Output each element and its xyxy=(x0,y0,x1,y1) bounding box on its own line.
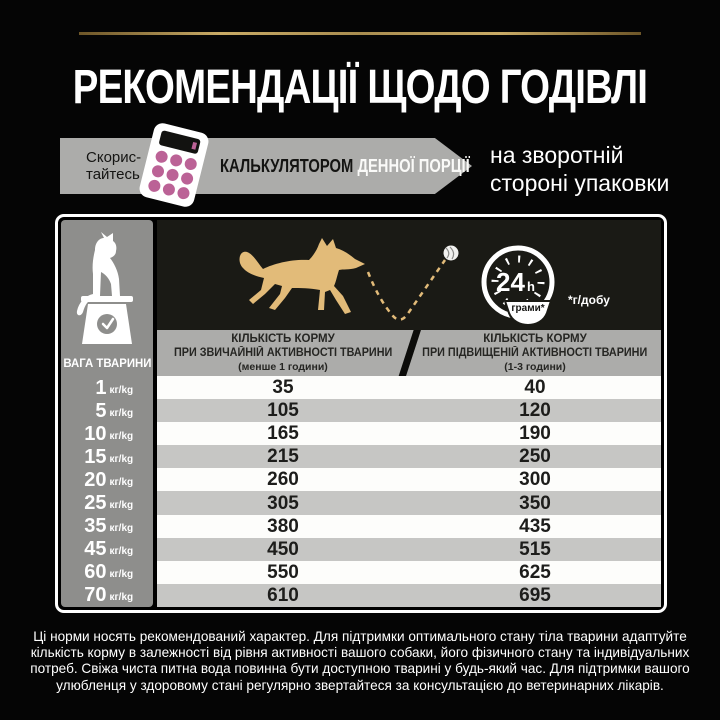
weight-column xyxy=(61,220,153,607)
table-row xyxy=(157,422,661,445)
header-line3: (менше 1 години) xyxy=(238,360,328,373)
gold-divider-line xyxy=(79,32,641,35)
weight-unit: кг/kg xyxy=(109,453,134,465)
weight-unit: кг/kg xyxy=(109,407,134,419)
weight-row xyxy=(61,422,153,445)
activity-illustration-panel xyxy=(157,220,661,330)
clock-value: 24 xyxy=(496,267,525,297)
weight-value: 5 xyxy=(95,399,107,422)
weight-value: 20 xyxy=(84,468,107,491)
cell-high-activity: 190 xyxy=(519,423,551,445)
cell-high-activity: 250 xyxy=(519,446,551,468)
table-row xyxy=(157,376,661,399)
weight-value: 15 xyxy=(84,445,107,468)
weight-unit: кг/kg xyxy=(109,546,134,558)
weight-row xyxy=(61,515,153,538)
cell-high-activity: 435 xyxy=(519,515,551,537)
weight-value: 25 xyxy=(84,492,107,515)
header-line2: ПРИ ЗВИЧАЙНІЙ АКТИВНОСТІ ТВАРИНИ xyxy=(173,347,393,360)
weight-header-text: ВАГА ТВАРИНИ xyxy=(63,356,152,370)
cell-high-activity: 120 xyxy=(519,400,551,422)
cell-high-activity: 350 xyxy=(519,492,551,514)
cell-normal-activity: 550 xyxy=(267,561,299,583)
table-row xyxy=(157,399,661,422)
cell-high-activity: 40 xyxy=(524,377,546,399)
table-row xyxy=(157,538,661,561)
weight-unit: кг/kg xyxy=(109,592,134,604)
footnote-line: Ці норми носять рекомендований характер. Для підтримки оптимального стану тіла тварини адаптуйте xyxy=(33,629,687,644)
weight-value: 35 xyxy=(84,515,107,538)
table-row xyxy=(157,445,661,468)
feeding-table xyxy=(55,214,667,613)
table-row xyxy=(157,515,661,538)
cell-normal-activity: 35 xyxy=(272,377,294,399)
portion-calculator-label xyxy=(220,138,524,194)
column-headers-band xyxy=(157,330,661,376)
weight-value: 10 xyxy=(84,422,107,445)
high-activity-header xyxy=(409,330,661,376)
back-note-line1: на зворотній xyxy=(490,142,624,168)
header-line1: КІЛЬКІСТЬ КОРМУ xyxy=(231,333,335,346)
weight-header-label xyxy=(61,356,153,370)
back-of-pack-note xyxy=(490,141,669,197)
cell-high-activity: 515 xyxy=(519,538,551,560)
usage-banner xyxy=(60,138,472,194)
grams-bowl-label: грами* xyxy=(511,303,545,314)
page-title xyxy=(0,60,720,115)
cell-normal-activity: 165 xyxy=(267,423,299,445)
table-row xyxy=(157,584,661,607)
weight-rows xyxy=(61,376,153,607)
weight-row xyxy=(61,468,153,491)
table-row xyxy=(157,491,661,514)
clock-24h-icon xyxy=(484,248,610,325)
use-label-line1: Скорис- xyxy=(86,148,142,166)
weight-row xyxy=(61,561,153,584)
weight-row xyxy=(61,376,153,399)
weight-unit: кг/kg xyxy=(109,569,134,581)
weight-row xyxy=(61,491,153,514)
weight-unit: кг/kg xyxy=(109,384,134,396)
clock-unit: h xyxy=(527,279,535,294)
table-main xyxy=(157,220,661,607)
footnote-line: улюбленця у здоровому стані регулярно звертайтеся за консультацією до ветеринарних лікарів. xyxy=(56,677,664,693)
weight-unit: кг/kg xyxy=(109,476,134,488)
ball-icon xyxy=(444,246,459,261)
calculator-icon xyxy=(138,121,211,208)
normal-activity-header xyxy=(157,330,409,376)
use-label-line2: тайтесь xyxy=(86,166,140,183)
use-label xyxy=(86,149,141,184)
weight-value: 45 xyxy=(84,538,107,561)
weight-unit: кг/kg xyxy=(109,523,134,535)
cell-high-activity: 695 xyxy=(519,584,551,606)
header-line3: (1-3 години) xyxy=(504,360,566,373)
illustration xyxy=(157,220,661,330)
calculator-word: КАЛЬКУЛЯТОРОМ xyxy=(220,155,354,176)
weight-unit: кг/kg xyxy=(109,500,134,512)
cell-high-activity: 625 xyxy=(519,561,551,583)
header-line1: КІЛЬКІСТЬ КОРМУ xyxy=(483,333,587,346)
header-line2: ПРИ ПІДВИЩЕНІЙ АКТИВНОСТІ ТВАРИНИ xyxy=(422,347,648,360)
per-day-label: *г/добу xyxy=(568,293,610,307)
table-rows xyxy=(157,376,661,607)
back-note-line2: стороні упаковки xyxy=(490,170,670,197)
trotting-dog-icon xyxy=(240,238,365,314)
table-row xyxy=(157,561,661,584)
cell-normal-activity: 215 xyxy=(267,446,299,468)
table-row xyxy=(157,468,661,491)
weight-unit: кг/kg xyxy=(109,430,134,442)
daily-portion-highlight: ДЕННОЇ ПОРЦІЇ xyxy=(357,155,470,176)
calculator-buttons xyxy=(147,149,196,199)
cell-normal-activity: 305 xyxy=(267,492,299,514)
page-title-text: РЕКОМЕНДАЦІЇ ЩОДО ГОДІВЛІ xyxy=(72,61,648,114)
cell-normal-activity: 380 xyxy=(267,515,299,537)
cell-normal-activity: 260 xyxy=(267,469,299,491)
cell-normal-activity: 450 xyxy=(267,538,299,560)
cell-high-activity: 300 xyxy=(519,469,551,491)
weight-row xyxy=(61,399,153,422)
weight-row xyxy=(61,445,153,468)
weight-value: 70 xyxy=(84,584,107,607)
footnote-line: кількість корму в залежності від рівня активності вашого собаки, його фізичного стану та індивідуальних xyxy=(30,645,690,661)
weight-value: 60 xyxy=(84,561,107,584)
weight-value: 1 xyxy=(95,376,107,399)
footnote xyxy=(20,629,700,694)
weight-row xyxy=(61,584,153,607)
weight-row xyxy=(61,538,153,561)
grams-bowl xyxy=(505,301,551,325)
cell-normal-activity: 105 xyxy=(267,400,299,422)
ball-trajectory-arc xyxy=(368,260,445,320)
dog-on-scale-icon xyxy=(71,232,143,350)
cell-normal-activity: 610 xyxy=(267,584,299,606)
footnote-line: потреб. Свіжа чиста питна вода повинна бути доступною тварині у будь-який час. Для підтримки вашого xyxy=(30,661,690,677)
